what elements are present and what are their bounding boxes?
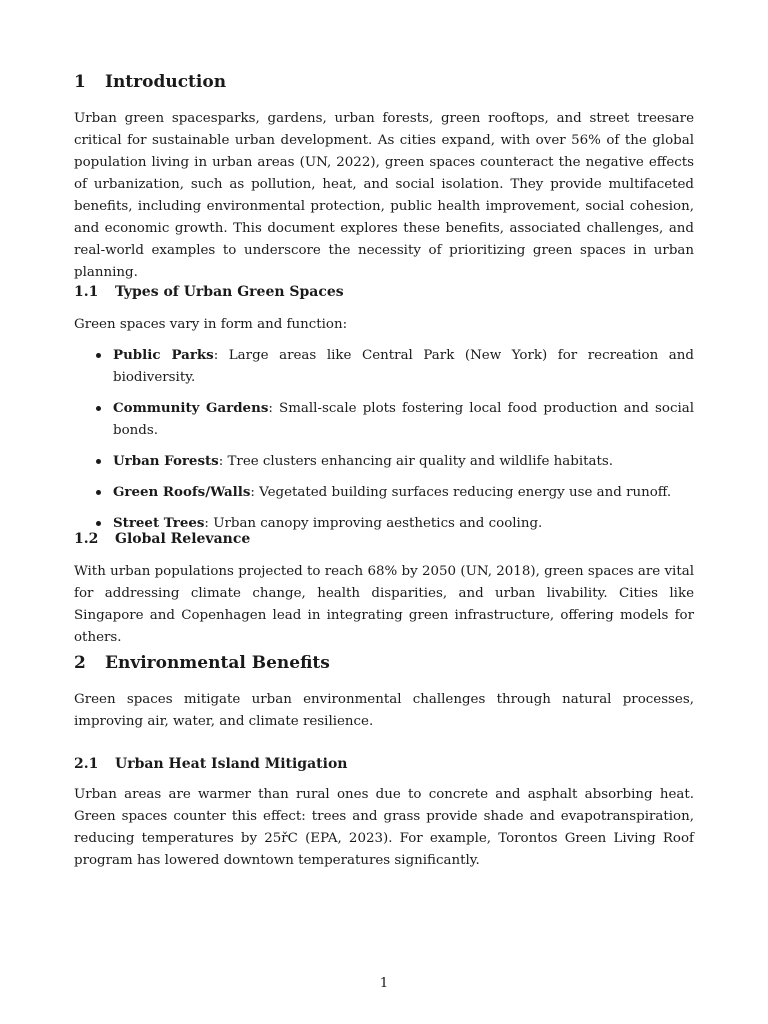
bullet-icon xyxy=(96,459,101,464)
list-item-term: Urban Forests xyxy=(113,453,219,469)
section-number: 2 xyxy=(74,653,86,673)
heat-island-paragraph: Urban areas are warmer than rural ones due to concrete and asphalt absorbing heat. Green spaces counter this effect: trees and grass provide shade and evapotranspiration, reducing temperatures by 25řC (EPA, 2023). For example, Torontos Green Living Roof program has lowered downtown temperatures significantly. xyxy=(74,787,694,868)
environmental-benefits-paragraph: Green spaces mitigate urban environmental challenges through natural processes, improving air, water, and climate resilience. xyxy=(74,692,694,729)
list-item-term: Street Trees xyxy=(113,515,205,531)
list-item xyxy=(74,344,694,389)
subsection-number: 1.2 xyxy=(74,531,99,547)
section-number: 1 xyxy=(74,72,86,92)
bullet-icon xyxy=(96,406,101,411)
section-title: Environmental Benefits xyxy=(105,653,330,673)
list-item-text: : Large areas like Central Park (New York) for recreation and biodiversity. xyxy=(113,348,694,385)
list-item-text: : Tree clusters enhancing air quality and wildlife habitats. xyxy=(218,454,613,469)
bullet-icon xyxy=(96,490,101,495)
list-item-text: : Urban canopy improving aesthetics and cooling. xyxy=(204,516,543,531)
introduction-paragraph: Urban green spacesparks, gardens, urban forests, green rooftops, and street treesare critical for sustainable urban development. As cities expand, with over 56% of the global population living in urban areas (UN, 2022), green spaces counteract the negative effects of urbanization, such as pollution, heat, and social isolation. They provide multifaceted benefits, including environmental protection, public health improvement, social cohesion, and economic growth. This document explores these benefits, associated challenges, and real-world examples to underscore the necessity of prioritizing green spaces in urban planning. xyxy=(74,111,694,280)
list-item xyxy=(74,450,694,473)
subsection-title: Global Relevance xyxy=(115,531,251,547)
subsection-heading-types xyxy=(74,284,344,300)
section-title: Introduction xyxy=(105,72,227,92)
list-item xyxy=(74,397,694,442)
list-item-term: Green Roofs/Walls xyxy=(113,484,251,500)
list-item-text: : Small-scale plots fostering local food production and social bonds. xyxy=(113,401,694,438)
bullet-icon xyxy=(96,521,101,526)
subsection-number: 2.1 xyxy=(74,756,99,772)
list-item-term: Community Gardens xyxy=(113,400,269,416)
list-item xyxy=(74,481,694,504)
types-lead-paragraph: Green spaces vary in form and function: xyxy=(74,317,348,332)
subsection-heading-heat-island xyxy=(74,756,347,772)
subsection-title: Types of Urban Green Spaces xyxy=(115,284,344,300)
bullet-icon xyxy=(96,353,101,358)
subsection-title: Urban Heat Island Mitigation xyxy=(115,756,348,772)
page-number: 1 xyxy=(379,976,389,991)
green-space-types-list xyxy=(74,344,694,543)
section-heading-introduction xyxy=(74,72,226,92)
subsection-number: 1.1 xyxy=(74,284,99,300)
list-item-text: : Vegetated building surfaces reducing energy use and runoff. xyxy=(250,485,672,500)
subsection-heading-global-relevance xyxy=(74,531,250,547)
section-heading-environmental-benefits xyxy=(74,653,330,673)
global-relevance-paragraph: With urban populations projected to reach 68% by 2050 (UN, 2018), green spaces are vital for addressing climate change, health disparities, and urban livability. Cities like Singapore and Copenhagen lead in integrating green infrastructure, offering models for others. xyxy=(74,564,694,645)
list-item-term: Public Parks xyxy=(113,347,214,363)
